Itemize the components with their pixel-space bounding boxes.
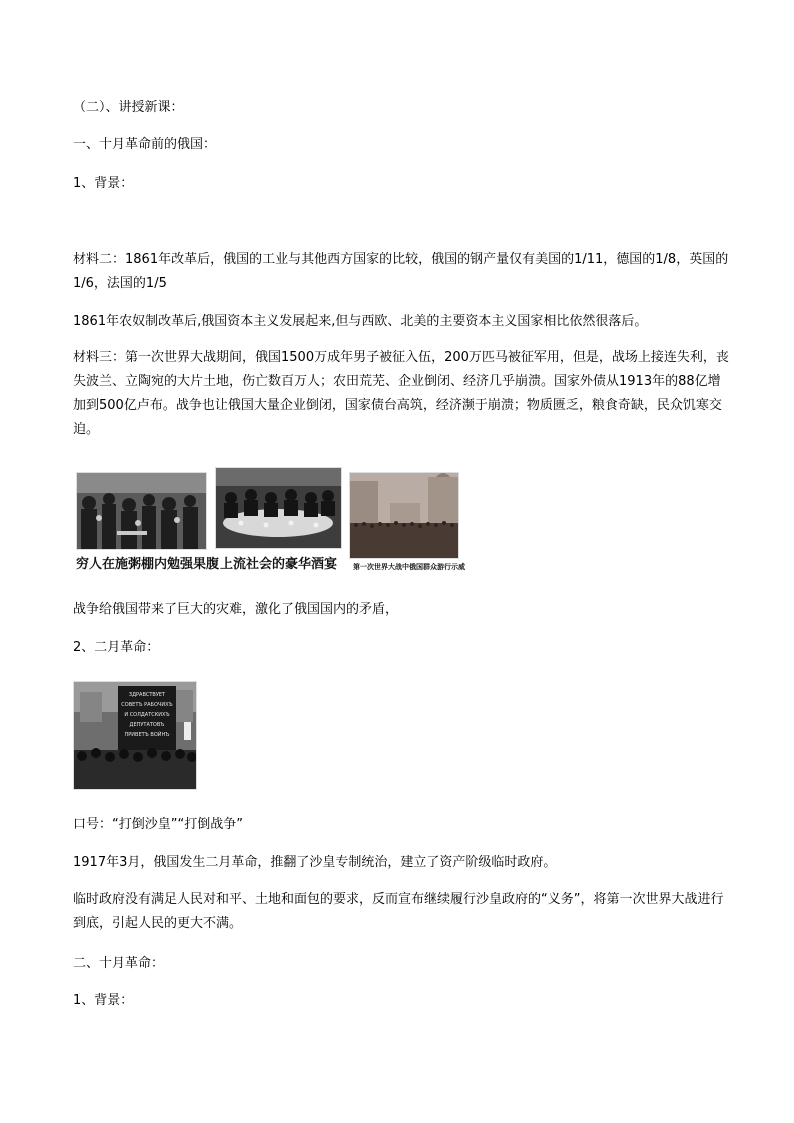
heading-october-revolution: 二、十月革命： <box>73 956 165 971</box>
subheading-background: 1、背景： <box>73 176 134 191</box>
photo-soup-kitchen <box>76 472 207 550</box>
photo-february-revolution <box>73 681 197 790</box>
photo-banquet <box>215 467 342 549</box>
material-two-paragraph: 材料二：1861年改革后，俄国的工业与其他西方国家的比较，俄国的钢产量仅有美国的1/11，德国的1/8，英国的1/6，法国的1/5 <box>73 252 729 291</box>
svg-text:ДЕПУТАТОВЪ: ДЕПУТАТОВЪ <box>129 722 165 728</box>
material-three-paragraph: 材料三：第一次世界大战期间，俄国1500万成年男子被征入伍，200万匹马被征军用，但是，战场上接连失利，丧失波兰、立陶宛的大片土地，伤亡数百万人；农田荒芜、企业倒闭、经济几乎崩溃。国家外债从1913年的88亿增加到500亿卢布。战争也让俄国大量企业倒闭，国家债台高筑，经济濒于崩溃；物质匮乏，粮食奇缺，民众饥寒交迫。 <box>73 350 729 437</box>
provisional-government-paragraph: 临时政府没有满足人民对和平、土地和面包的要求，反而宣布继续履行沙皇政府的“义务”，将第一次世界大战进行到底，引起人民的更大不满。 <box>73 892 724 931</box>
section-intro: （二）、讲授新课： <box>73 100 184 115</box>
caption-demonstration: 第一次世界大战中俄国群众游行示威 <box>353 564 465 571</box>
slogan-text: 口号：“打倒沙皇”“打倒战争” <box>73 817 243 832</box>
war-effect-text: 战争给俄国带来了巨大的灾难，激化了俄国国内的矛盾， <box>73 602 399 617</box>
photo-demonstration <box>349 472 459 559</box>
february-1917-text: 1917年3月，俄国发生二月革命，推翻了沙皇专制统治，建立了资产阶级临时政府。 <box>73 855 557 870</box>
caption-soup-kitchen: 穷人在施粥棚内勉强果腹 <box>76 556 220 571</box>
paragraph-1861-reform: 1861年农奴制改革后,俄国资本主义发展起来,但与西欧、北美的主要资本主义国家相比依然很落后。 <box>73 314 648 329</box>
svg-text:ПРИВЕТЪ ВОЙНЪ: ПРИВЕТЪ ВОЙНЪ <box>124 732 170 738</box>
caption-banquet: 上流社会的豪华酒宴 <box>220 556 338 571</box>
svg-text:СОВЕТЪ РАБОЧИХЪ: СОВЕТЪ РАБОЧИХЪ <box>121 702 173 708</box>
svg-text:ЗДРАВСТВУЕТ: ЗДРАВСТВУЕТ <box>128 692 166 698</box>
subheading-february-revolution: 2、二月革命： <box>73 640 160 655</box>
heading-before-october: 一、十月革命前的俄国： <box>73 137 217 152</box>
svg-text:И СОЛДАТСКИХЪ: И СОЛДАТСКИХЪ <box>124 712 170 718</box>
subheading-background-2: 1、背景： <box>73 993 134 1008</box>
